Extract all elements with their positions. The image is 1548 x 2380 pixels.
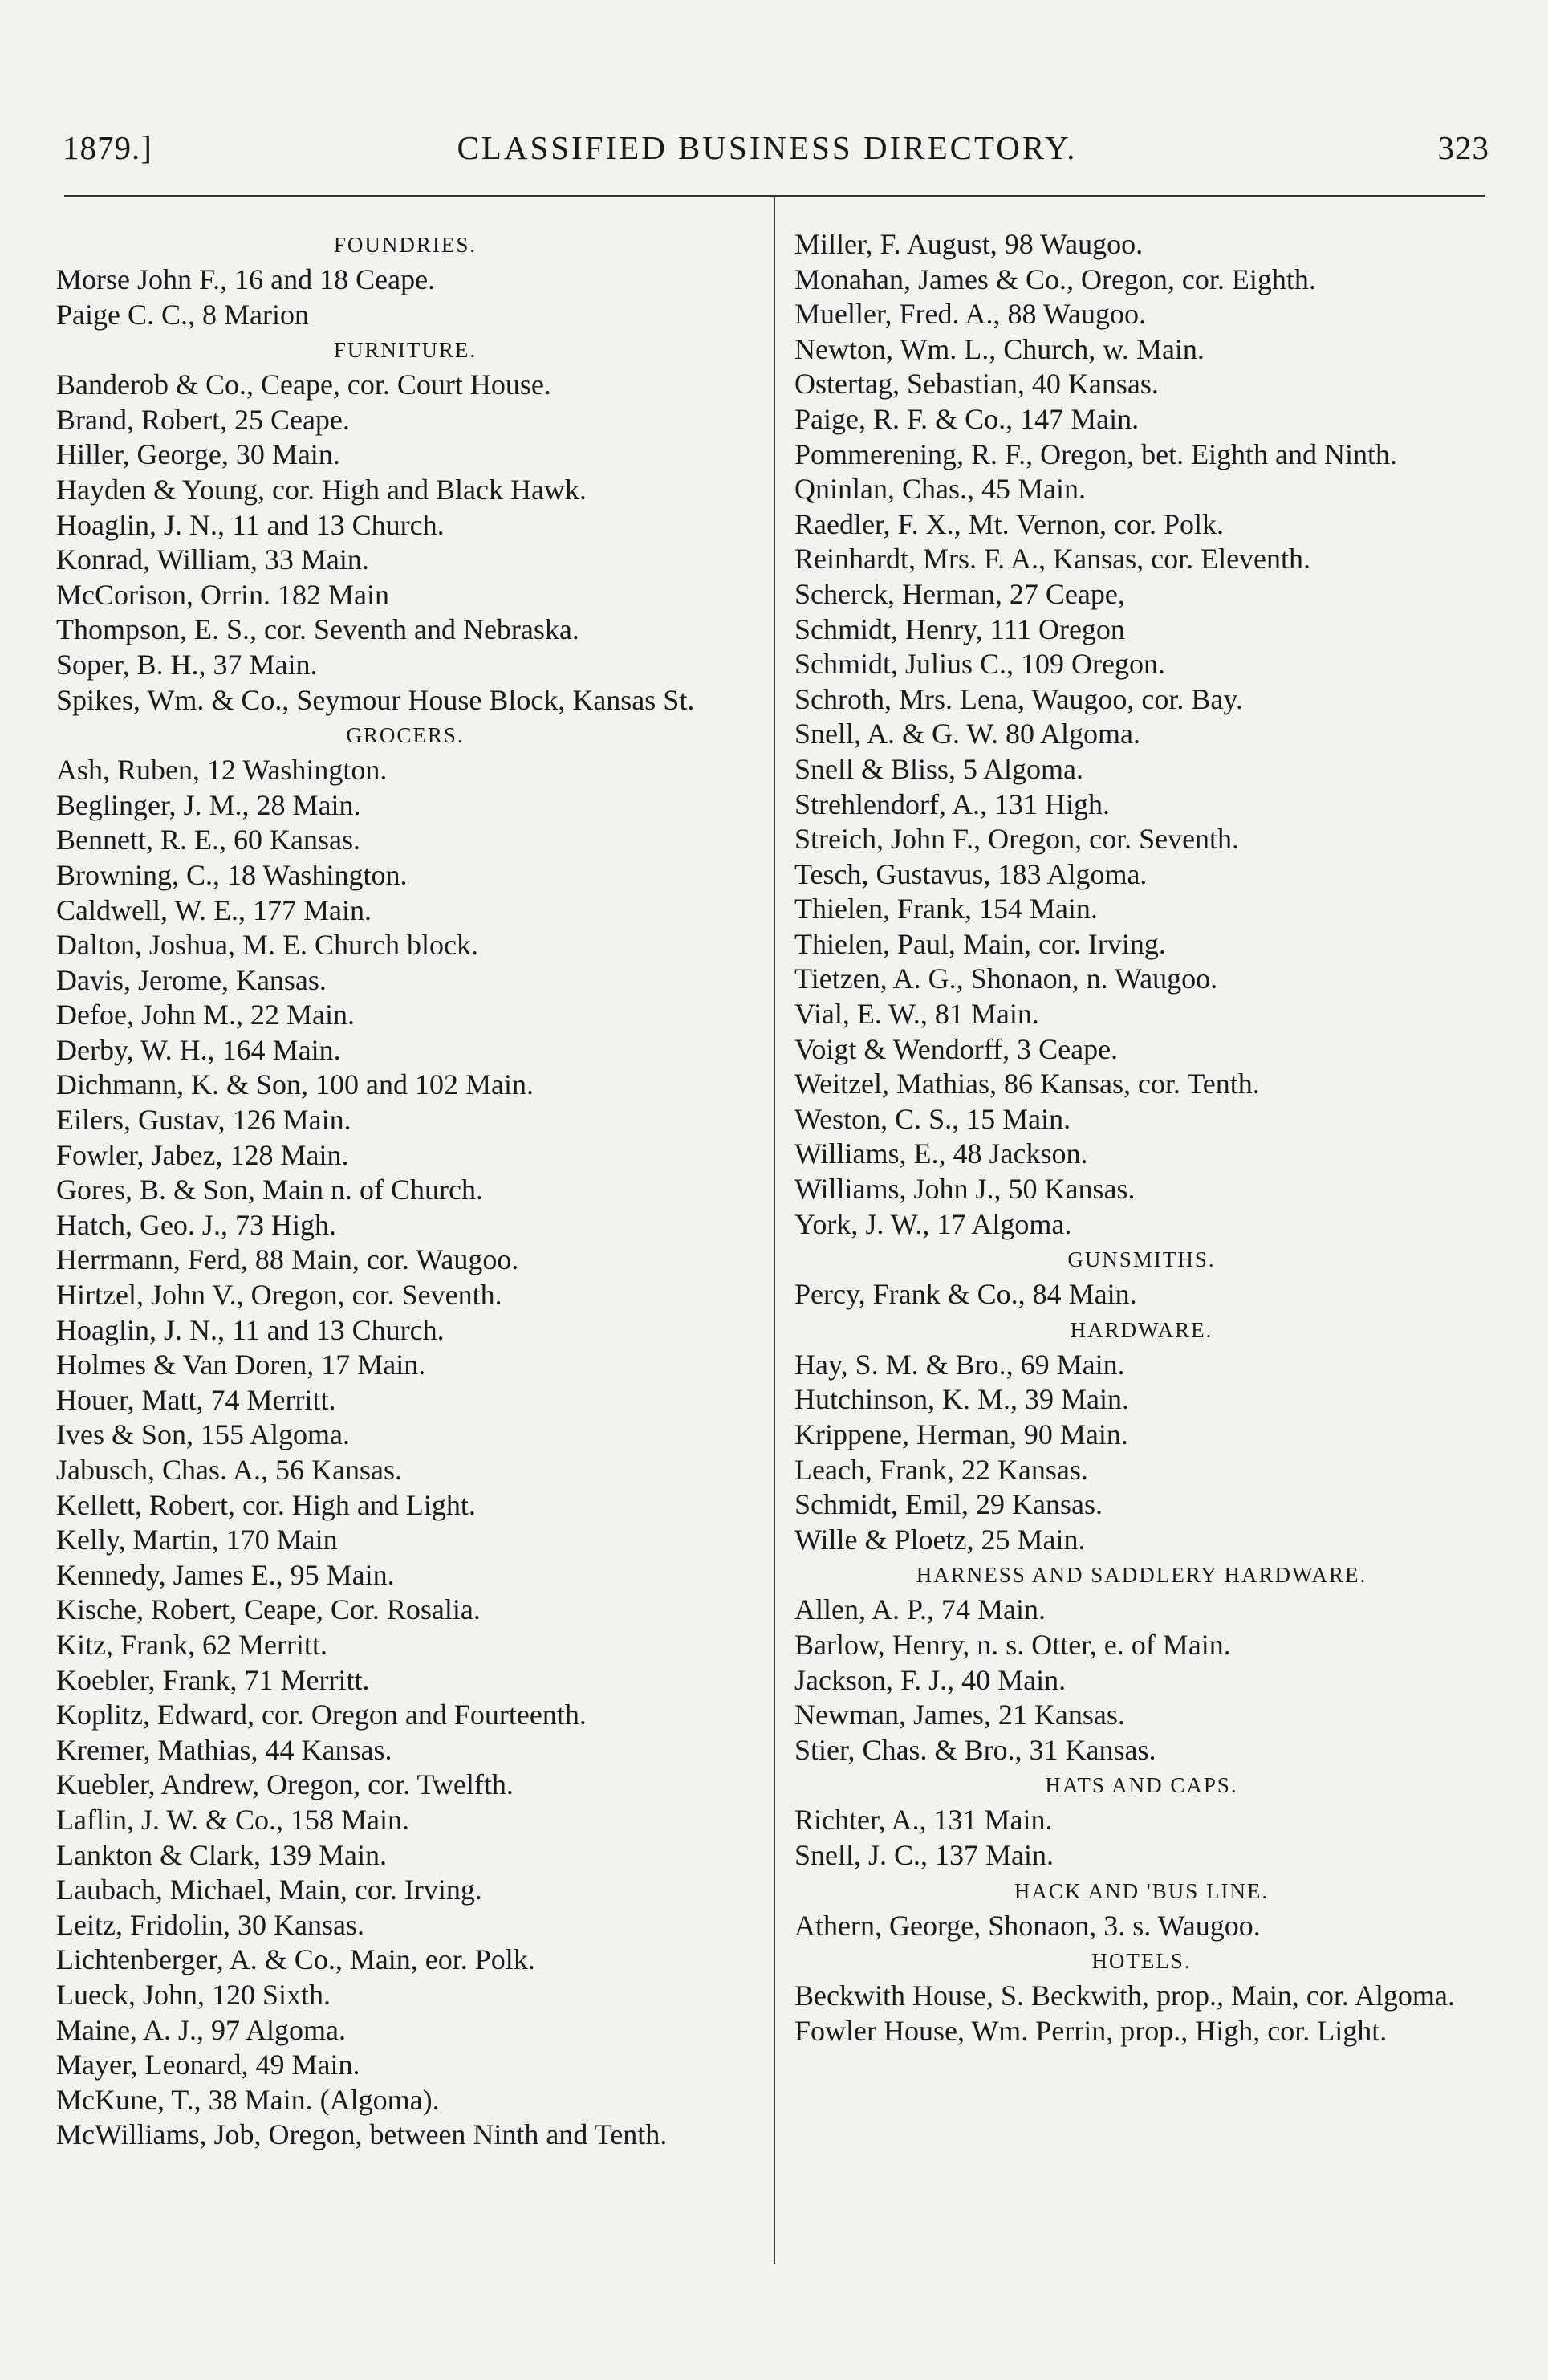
directory-entry: Snell, J. C., 137 Main. [794,1838,1054,1871]
directory-entry: McCorison, Orrin. 182 Main [56,578,389,611]
directory-entry: Newton, Wm. L., Church, w. Main. [794,332,1205,365]
directory-entry: Hutchinson, K. M., 39 Main. [794,1383,1129,1416]
directory-entry: Soper, B. H., 37 Main. [56,648,318,681]
directory-entry: Allen, A. P., 74 Main. [794,1593,1046,1626]
directory-entry: Maine, A. J., 97 Algoma. [56,2013,346,2046]
directory-entry: Schmidt, Henry, 111 Oregon [794,612,1125,645]
page-header [45,120,1489,169]
directory-entry: Snell, A. & G. W. 80 Algoma. [794,718,1141,751]
directory-entry: Jackson, F. J., 40 Main. [794,1663,1067,1696]
directory-entry: Wille & Ploetz, 25 Main. [794,1523,1086,1556]
section-heading: GROCERS. [346,723,465,748]
directory-entry: Kische, Robert, Ceape, Cor. Rosalia. [56,1593,481,1626]
directory-entry: Voigt & Wendorff, 3 Ceape. [794,1032,1119,1065]
directory-entry: McWilliams, Job, Oregon, between Ninth and Tenth. [56,2118,668,2151]
directory-entry: Dalton, Joshua, M. E. Church block. [56,929,478,962]
directory-entry: Mueller, Fred. A., 88 Waugoo. [794,298,1146,331]
directory-entry: Hay, S. M. & Bro., 69 Main. [794,1348,1125,1381]
section-heading: GUNSMITHS. [1067,1247,1216,1272]
directory-entry: Ives & Son, 155 Algoma. [56,1418,350,1451]
directory-entry: Mayer, Leonard, 49 Main. [56,2048,360,2081]
directory-entry: Hayden & Young, cor. High and Black Hawk. [56,473,587,506]
directory-entry: Koebler, Frank, 71 Merritt. [56,1663,370,1696]
directory-entry: Laubach, Michael, Main, cor. Irving. [56,1873,482,1906]
directory-entry: Hiller, George, 30 Main. [56,438,340,471]
directory-entry: Hoaglin, J. N., 11 and 13 Church. [56,508,445,541]
directory-entry: Kuebler, Andrew, Oregon, cor. Twelfth. [56,1768,514,1801]
directory-entry: Schmidt, Emil, 29 Kansas. [794,1488,1103,1521]
directory-entry: Houer, Matt, 74 Merritt. [56,1383,336,1416]
section-heading: FURNITURE. [333,338,477,363]
directory-entry: Fowler, Jabez, 128 Main. [56,1138,349,1171]
directory-entry: Streich, John F., Oregon, cor. Seventh. [794,823,1240,856]
page-number: 323 [1437,129,1489,166]
section-heading: HARNESS AND SADDLERY HARDWARE. [916,1563,1367,1588]
directory-entry: Monahan, James & Co., Oregon, cor. Eighth. [794,262,1316,295]
directory-entry: Raedler, F. X., Mt. Vernon, cor. Polk. [794,507,1224,540]
directory-entry: Thielen, Frank, 154 Main. [794,893,1098,926]
directory-entry: Lueck, John, 120 Sixth. [56,1978,331,2011]
directory-entry: Percy, Frank & Co., 84 Main. [794,1278,1137,1311]
left-column [56,227,754,2153]
directory-entry: Eilers, Gustav, 126 Main. [56,1104,351,1137]
directory-entry: Kremer, Mathias, 44 Kansas. [56,1733,392,1766]
directory-entry: Scherck, Herman, 27 Ceape, [794,577,1125,610]
directory-entry: Spikes, Wm. & Co., Seymour House Block, Kansas St. [56,683,695,716]
directory-entry: Athern, George, Shonaon, 3. s. Waugoo. [794,1909,1261,1942]
directory-entry: Weitzel, Mathias, 86 Kansas, cor. Tenth. [794,1068,1260,1100]
directory-entry: Beckwith House, S. Beckwith, prop., Main, cor. Algoma. [794,1979,1455,2012]
directory-entry: Reinhardt, Mrs. F. A., Kansas, cor. Eleventh. [794,543,1311,576]
directory-entry: Kennedy, James E., 95 Main. [56,1558,395,1591]
directory-entry: Pommerening, R. F., Oregon, bet. Eighth and Ninth. [794,437,1398,470]
directory-entry: Paige C. C., 8 Marion [56,298,309,331]
directory-entry: Konrad, William, 33 Main. [56,543,369,576]
directory-entry: Barlow, Henry, n. s. Otter, e. of Main. [794,1628,1231,1661]
header-title: CLASSIFIED BUSINESS DIRECTORY. [457,129,1078,166]
directory-entry: Hoaglin, J. N., 11 and 13 Church. [56,1313,445,1346]
directory-entry: Richter, A., 131 Main. [794,1804,1053,1837]
directory-entry: Bennett, R. E., 60 Kansas. [56,824,360,856]
directory-entry: Davis, Jerome, Kansas. [56,963,327,996]
directory-entry: Miller, F. August, 98 Waugoo. [794,228,1144,260]
directory-entry: Tietzen, A. G., Shonaon, n. Waugoo. [794,962,1218,995]
directory-entry: McKune, T., 38 Main. (Algoma). [56,2083,440,2116]
directory-entry: Leach, Frank, 22 Kansas. [794,1453,1088,1486]
directory-entry: Thielen, Paul, Main, cor. Irving. [794,927,1166,960]
directory-entry: Kitz, Frank, 62 Merritt. [56,1628,327,1661]
directory-entry: Fowler House, Wm. Perrin, prop., High, cor. Light. [794,2014,1388,2047]
directory-entry: Tesch, Gustavus, 183 Algoma. [794,857,1148,890]
directory-entry: Defoe, John M., 22 Main. [56,999,355,1031]
section-heading: HARDWARE. [1070,1317,1213,1342]
directory-entry: Browning, C., 18 Washington. [56,858,408,891]
directory-entry: Ash, Ruben, 12 Washington. [56,754,388,787]
directory-entry: Krippene, Herman, 90 Main. [794,1418,1128,1450]
directory-entry: Stier, Chas. & Bro., 31 Kansas. [794,1733,1156,1766]
directory-entry: Qninlan, Chas., 45 Main. [794,473,1086,506]
directory-entry: Newman, James, 21 Kansas. [794,1699,1125,1731]
directory-entry: Holmes & Van Doren, 17 Main. [56,1349,426,1381]
directory-entry: Leitz, Fridolin, 30 Kansas. [56,1908,364,1941]
directory-entry: Derby, W. H., 164 Main. [56,1033,341,1066]
directory-entry: Gores, B. & Son, Main n. of Church. [56,1174,483,1206]
directory-entry: Snell & Bliss, 5 Algoma. [794,752,1084,785]
right-column [794,227,1489,2048]
directory-entry: Lankton & Clark, 139 Main. [56,1838,387,1871]
directory-entry: Williams, John J., 50 Kansas. [794,1173,1136,1206]
directory-entry: Thompson, E. S., cor. Seventh and Nebraska. [56,613,579,646]
directory-entry: Beglinger, J. M., 28 Main. [56,788,361,821]
directory-entry: Brand, Robert, 25 Ceape. [56,403,350,436]
directory-entry: Schroth, Mrs. Lena, Waugoo, cor. Bay. [794,682,1244,715]
directory-entry: Herrmann, Ferd, 88 Main, cor. Waugoo. [56,1243,519,1276]
directory-entry: Koplitz, Edward, cor. Oregon and Fourteenth. [56,1699,587,1731]
directory-entry: Lichtenberger, A. & Co., Main, eor. Polk. [56,1943,535,1976]
section-heading: HOTELS. [1091,1949,1192,1974]
section-heading: FOUNDRIES. [333,233,477,257]
directory-entry: Schmidt, Julius C., 109 Oregon. [794,648,1166,681]
directory-entry: Jabusch, Chas. A., 56 Kansas. [56,1454,402,1486]
section-heading: HATS AND CAPS. [1045,1773,1238,1798]
directory-entry: Dichmann, K. & Son, 100 and 102 Main. [56,1068,534,1101]
directory-entry: Laflin, J. W. & Co., 158 Main. [56,1803,409,1836]
directory-entry: Caldwell, W. E., 177 Main. [56,893,372,926]
section-heading: HACK AND 'BUS LINE. [1014,1878,1270,1903]
directory-entry: Kelly, Martin, 170 Main [56,1524,338,1556]
directory-entry: Ostertag, Sebastian, 40 Kansas. [794,368,1159,401]
directory-entry: York, J. W., 17 Algoma. [794,1207,1072,1240]
directory-entry: Paige, R. F. & Co., 147 Main. [794,402,1140,435]
column-divider [774,197,775,2264]
directory-entry: Hatch, Geo. J., 73 High. [56,1208,336,1241]
directory-entry: Strehlendorf, A., 131 High. [794,787,1110,820]
header-year: 1879.] [63,129,152,166]
directory-entry: Hirtzel, John V., Oregon, cor. Seventh. [56,1279,502,1312]
directory-entry: Morse John F., 16 and 18 Ceape. [56,263,436,295]
directory-entry: Williams, E., 48 Jackson. [794,1137,1088,1170]
directory-entry: Vial, E. W., 81 Main. [794,998,1039,1031]
directory-entry: Banderob & Co., Ceape, cor. Court House. [56,368,551,401]
directory-entry: Weston, C. S., 15 Main. [794,1102,1071,1135]
directory-entry: Kellett, Robert, cor. High and Light. [56,1488,476,1521]
